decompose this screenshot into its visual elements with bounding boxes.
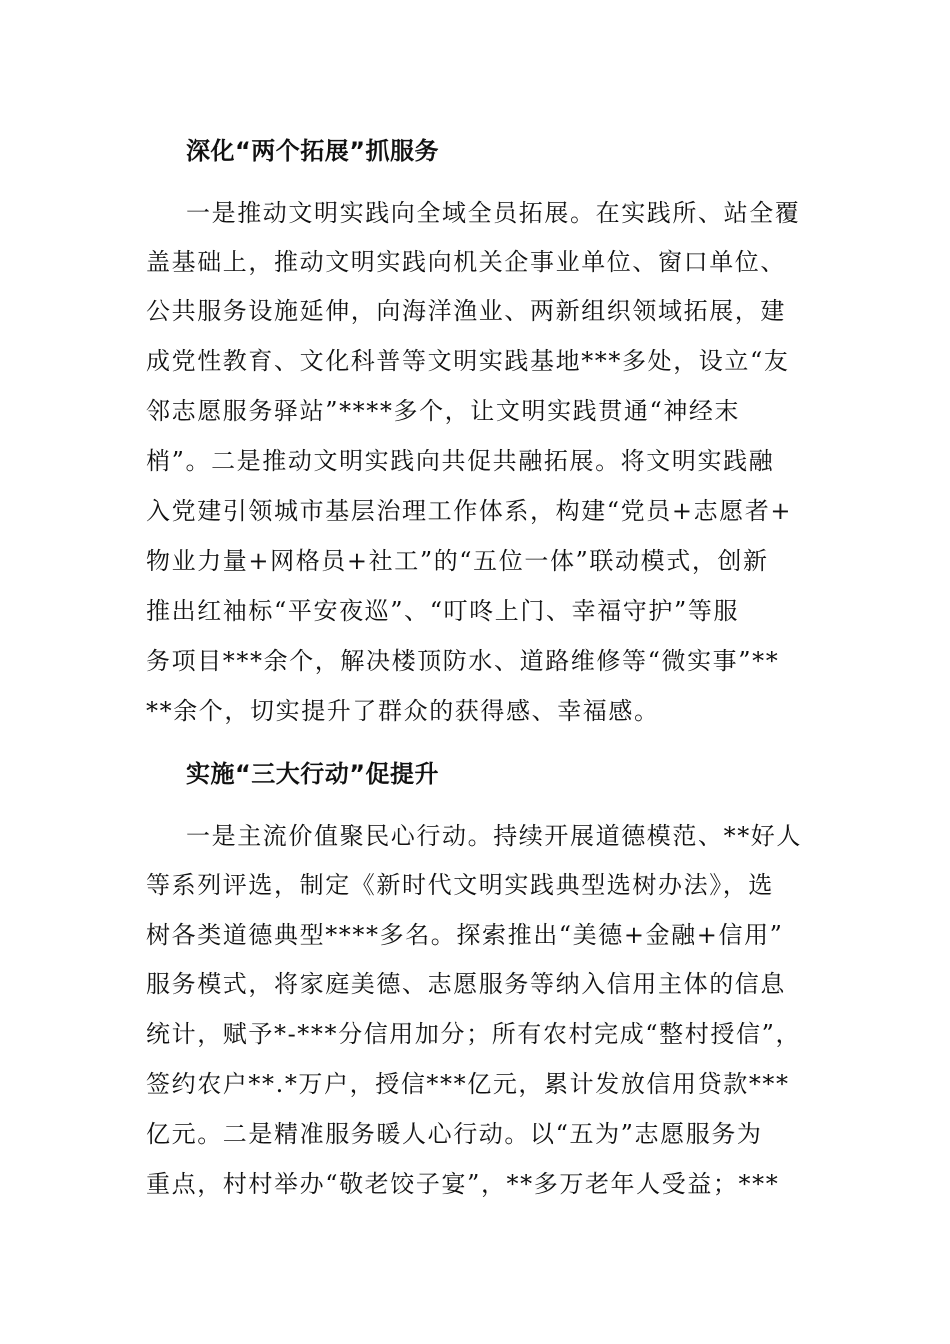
paragraph-line: 成党性教育、文化科普等文明实践基地***多处，设立“友 [146,347,790,375]
paragraph-line: 一是推动文明实践向全域全员拓展。在实践所、站全覆 [186,199,801,227]
paragraph-line: 等系列评选，制定《新时代文明实践典型选树办法》，选 [146,871,774,899]
paragraph-line: 务项目***余个，解决楼顶防水、道路维修等“微实事”** [146,647,780,675]
paragraph-line: 邻志愿服务驿站”****多个，让文明实践贯通“神经末 [146,397,741,425]
paragraph-line: 入党建引领城市基层治理工作体系，构建“党员+志愿者+ [146,497,793,525]
paragraph-line: 盖基础上，推动文明实践向机关企事业单位、窗口单位、 [146,248,786,276]
paragraph-line: 梢”。二是推动文明实践向共促共融拓展。将文明实践融 [146,447,775,475]
paragraph-line: **余个，切实提升了群众的获得感、幸福感。 [146,697,660,725]
paragraph-line: 推出红袖标“平安夜巡”、“叮咚上门、幸福守护”等服 [146,597,740,625]
paragraph-line: 亿元。二是精准服务暖人心行动。以“五为”志愿服务为 [146,1120,763,1148]
paragraph-line: 一是主流价值聚民心行动。持续开展道德模范、**好人 [186,822,802,850]
paragraph-line: 统计，赋予*-***分信用加分；所有农村完成“整村授信”， [146,1020,802,1048]
paragraph-line: 树各类道德典型****多名。探索推出“美德+金融+信用” [146,921,784,949]
paragraph-line: 公共服务设施延伸，向海洋渔业、两新组织领域拓展，建 [146,297,786,325]
paragraph-line: 物业力量+网格员+社工”的“五位一体”联动模式，创新 [146,547,769,575]
paragraph-line: 签约农户**.*万户，授信***亿元，累计发放信用贷款*** [146,1070,790,1098]
section-heading: 深化“两个拓展”抓服务 [186,137,440,165]
section-heading: 实施“三大行动”促提升 [186,760,440,788]
paragraph-line: 服务模式，将家庭美德、志愿服务等纳入信用主体的信息 [146,970,786,998]
paragraph-line: 重点，村村举办“敬老饺子宴”，**多万老年人受益；*** [146,1170,780,1198]
